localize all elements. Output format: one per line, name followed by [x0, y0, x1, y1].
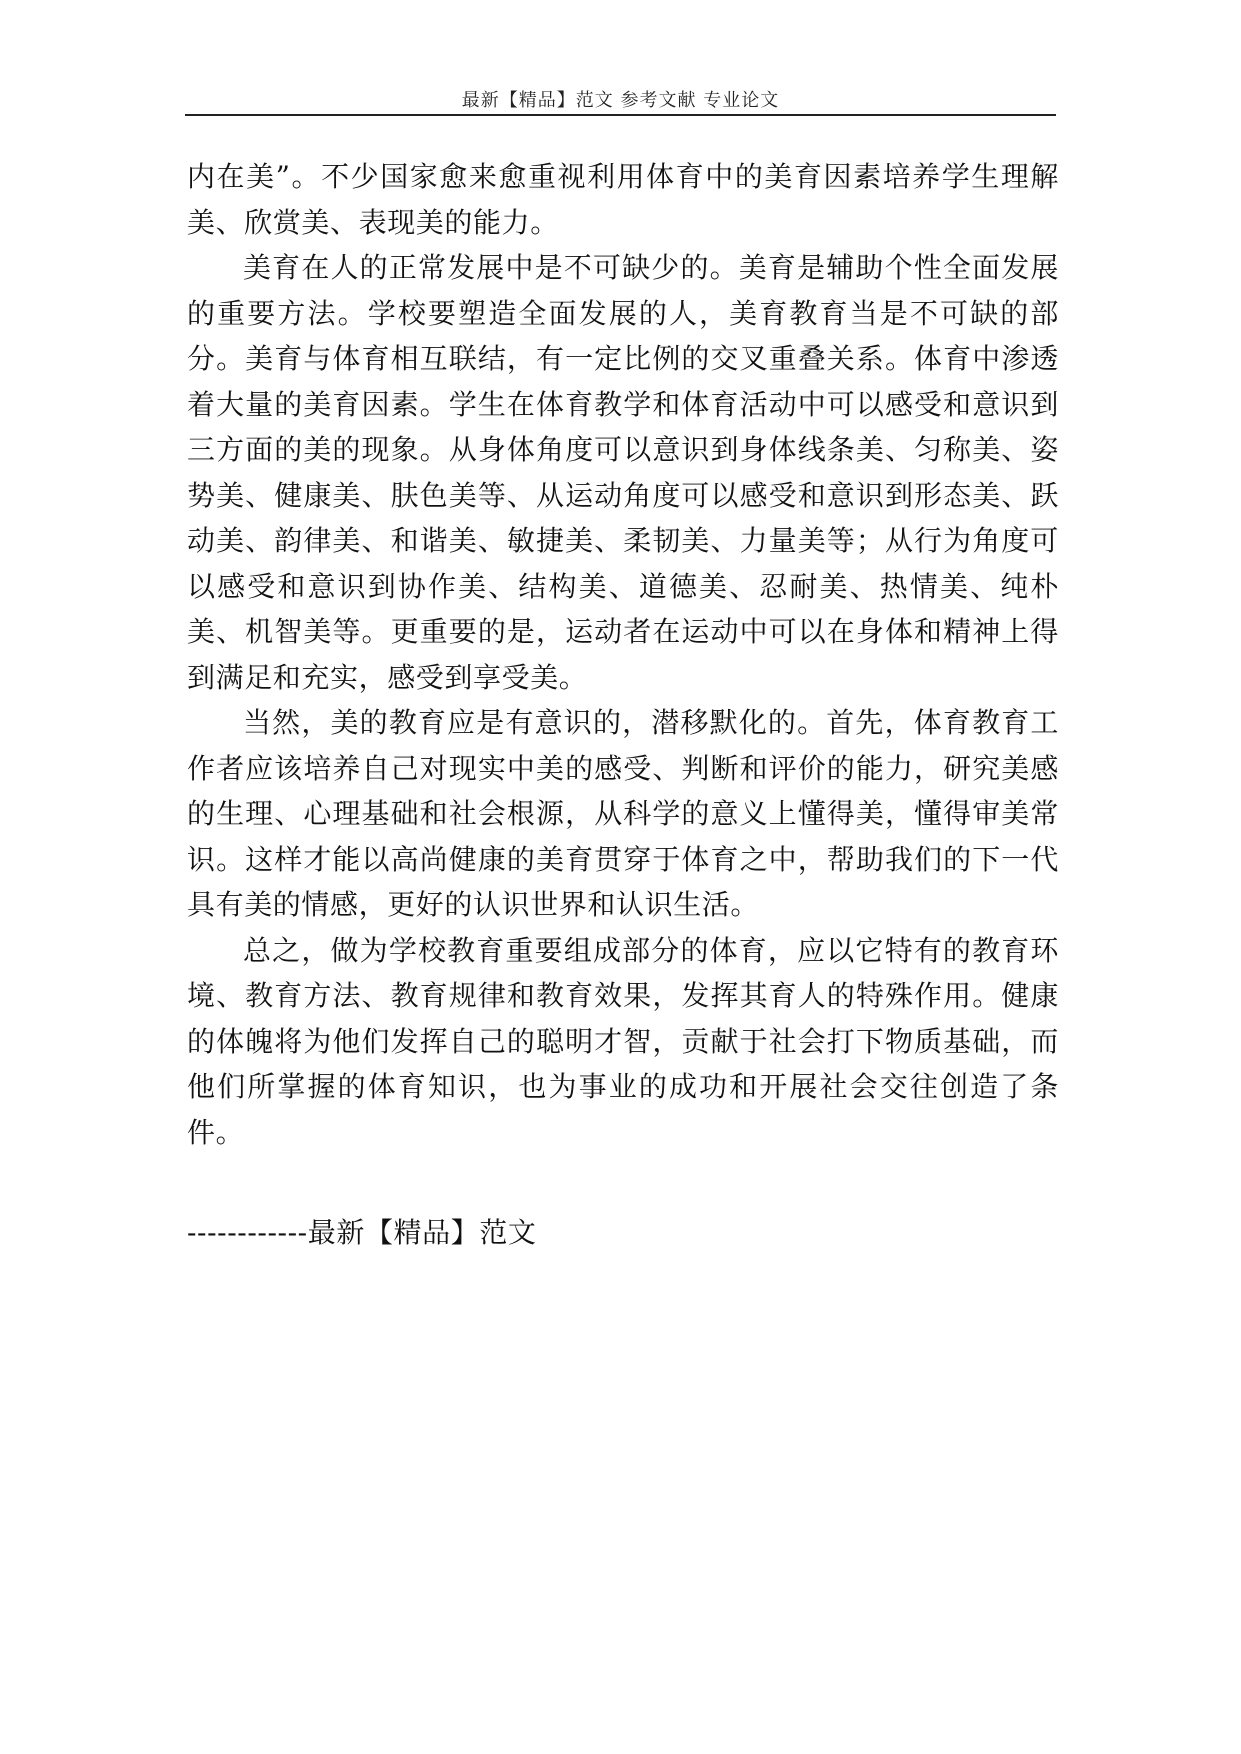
page-header: 最新【精品】范文 参考文献 专业论文: [461, 90, 780, 111]
paragraph-2: 美育在人的正常发展中是不可缺少的。美育是辅助个性全面发展的重要方法。学校要塑造全面发展的人，美育教育当是不可缺的部分。美育与体育相互联结，有一定比例的交叉重叠关系。体育中渗透着大量的美育因素。学生在体育教学和体育活动中可以感受和意识到三方面的美的现象。从身体角度可以意识到身体线条美、匀称美、姿势美、健康美、肤色美等、从运动角度可以感受和意识到形态美、跃动美、韵律美、和谐美、敏捷美、柔韧美、力量美等；从行为角度可以感受和意识到协作美、结构美、道德美、忍耐美、热情美、纯朴美、机智美等。更重要的是，运动者在运动中可以在身体和精神上得到满足和充实，感受到享受美。: [187, 251, 1059, 694]
article-body: [187, 154, 1059, 1155]
header-divider: [185, 114, 1056, 116]
page-footer: ------------最新【精品】范文: [187, 1216, 537, 1249]
paragraph-1: 内在美”。不少国家愈来愈重视利用体育中的美育因素培养学生理解美、欣赏美、表现美的能力。: [187, 160, 1059, 239]
paragraph-3: 当然，美的教育应是有意识的，潜移默化的。首先，体育教育工作者应该培养自己对现实中美的感受、判断和评价的能力，研究美感的生理、心理基础和社会根源，从科学的意义上懂得美，懂得审美常识。这样才能以高尚健康的美育贯穿于体育之中，帮助我们的下一代具有美的情感，更好的认识世界和认识生活。: [187, 706, 1059, 921]
paragraph-4: 总之，做为学校教育重要组成部分的体育，应以它特有的教育环境、教育方法、教育规律和教育效果，发挥其育人的特殊作用。健康的体魄将为他们发挥自己的聪明才智，贡献于社会打下物质基础，而他们所掌握的体育知识，也为事业的成功和开展社会交往创造了条件。: [187, 933, 1059, 1149]
